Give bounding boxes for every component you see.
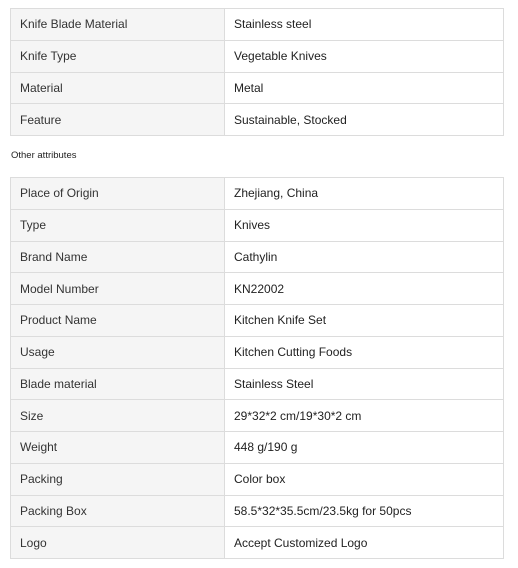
attribute-value: Kitchen Knife Set: [225, 305, 504, 337]
attribute-value: Metal: [225, 72, 504, 104]
attribute-value: Kitchen Cutting Foods: [225, 336, 504, 368]
attribute-label: Weight: [11, 432, 225, 464]
table-row: [11, 241, 504, 273]
table-row: [11, 432, 504, 464]
attribute-value: Zhejiang, China: [225, 178, 504, 210]
attribute-label: Knife Type: [11, 40, 225, 72]
attribute-value: 58.5*32*35.5cm/23.5kg for 50pcs: [225, 495, 504, 527]
table-row: [11, 463, 504, 495]
table-row: [11, 178, 504, 210]
table-row: [11, 72, 504, 104]
attribute-value: Knives: [225, 209, 504, 241]
key-attributes-table: [10, 8, 504, 136]
other-attributes-table: [10, 177, 504, 559]
table-row: [11, 368, 504, 400]
attribute-value: KN22002: [225, 273, 504, 305]
attribute-label: Blade material: [11, 368, 225, 400]
attribute-label: Size: [11, 400, 225, 432]
table-row: [11, 273, 504, 305]
table-row: [11, 9, 504, 41]
attribute-label: Logo: [11, 527, 225, 559]
table-row: [11, 400, 504, 432]
attribute-value: Sustainable, Stocked: [225, 104, 504, 136]
attribute-value: Accept Customized Logo: [225, 527, 504, 559]
attribute-value: 448 g/190 g: [225, 432, 504, 464]
attribute-label: Place of Origin: [11, 178, 225, 210]
table-row: [11, 336, 504, 368]
table-row: [11, 40, 504, 72]
attribute-label: Packing: [11, 463, 225, 495]
attribute-label: Usage: [11, 336, 225, 368]
table-row: [11, 209, 504, 241]
attribute-label: Packing Box: [11, 495, 225, 527]
table-row: [11, 527, 504, 559]
attribute-label: Model Number: [11, 273, 225, 305]
attribute-value: Vegetable Knives: [225, 40, 504, 72]
attribute-label: Type: [11, 209, 225, 241]
attribute-label: Brand Name: [11, 241, 225, 273]
attribute-value: Stainless Steel: [225, 368, 504, 400]
attribute-label: Feature: [11, 104, 225, 136]
attribute-value: 29*32*2 cm/19*30*2 cm: [225, 400, 504, 432]
attribute-label: Product Name: [11, 305, 225, 337]
attribute-value: Stainless steel: [225, 9, 504, 41]
other-attributes-heading: Other attributes: [11, 150, 77, 161]
attribute-value: Cathylin: [225, 241, 504, 273]
attribute-label: Knife Blade Material: [11, 9, 225, 41]
attribute-label: Material: [11, 72, 225, 104]
table-row: [11, 495, 504, 527]
table-row: [11, 104, 504, 136]
attribute-value: Color box: [225, 463, 504, 495]
table-row: [11, 305, 504, 337]
